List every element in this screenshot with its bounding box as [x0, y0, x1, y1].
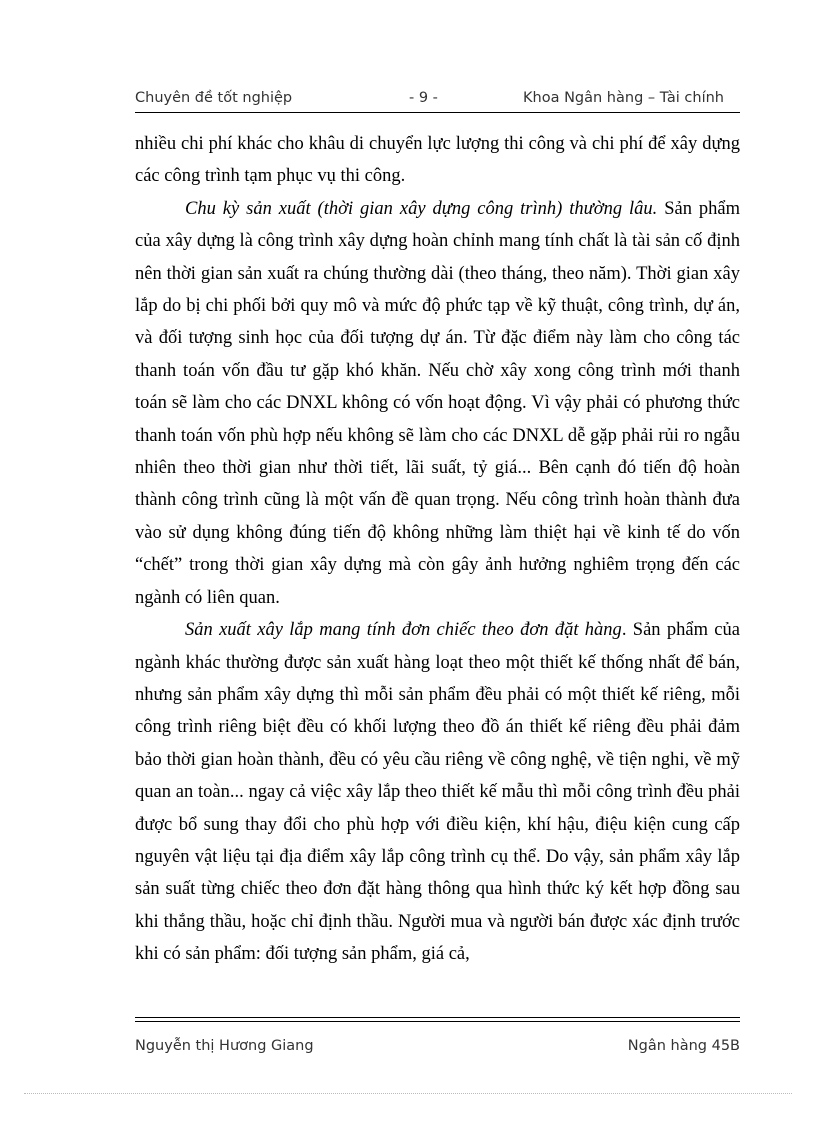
paragraph-production-cycle — [135, 193, 740, 614]
header-faculty: Khoa Ngân hàng – Tài chính — [523, 90, 724, 106]
header-thesis-title: Chuyên đề tốt nghiệp — [135, 90, 293, 106]
paragraph-single-order — [135, 614, 740, 970]
page-edge-divider — [24, 1093, 792, 1094]
footer-divider — [135, 1017, 740, 1018]
paragraph-heading: Sản xuất xây lắp mang tính đơn chiếc theo đơn đặt hàng — [185, 620, 622, 641]
paragraph-text: Sản phẩm của xây dựng là công trình xây dựng hoàn chỉnh mang tính chất là tài sản cố định nên thời gian sản xuất ra chúng thường dài (theo tháng, theo năm). Thời gian xây lắp do bị chi phối bởi quy mô và mức độ phức tạp về kỹ thuật, công trình, dự án, và đối tượng sinh học của đối tượng dự án. Từ đặc điểm này làm cho công tác thanh toán vốn đầu tư gặp khó khăn. Nếu chờ xây xong công trình mới thanh toán sẽ làm cho các DNXL không có vốn hoạt động. Vì vậy phải có phương thức thanh toán vốn phù hợp nếu không sẽ làm cho các DNXL dễ gặp phải rủi ro ngẫu nhiên theo thời gian như thời tiết, lãi suất, tỷ giá... Bên cạnh đó tiến độ hoàn thành công trình cũng là một vấn đề quan trọng. Nếu công trình hoàn thành đưa vào sử dụng không đúng tiến độ không những làm thiệt hại về kinh tế do vốn “chết” trong thời gian xây dựng mà còn gây ảnh hưởng nghiêm trọng đến các ngành có liên quan. — [135, 198, 741, 608]
paragraph-text: . Sản phẩm của ngành khác thường được sản xuất hàng loạt theo một thiết kế thống nhất để bán, nhưng sản phẩm xây dựng thì mỗi sản phẩm đều phải có một thiết kế riêng, mỗi công trình riêng biệt đều có khối lượng theo đồ án thiết kế riêng đều phải đảm bảo thời gian hoàn thành, đều có yêu cầu riêng về công nghệ, về tiện nghi, về mỹ quan an toàn... ngay cả việc xây lắp theo thiết kế mẫu thì mỗi công trình đều phải được bổ sung thay đổi cho phù hợp với điều kiện, khí hậu, điệu kiện cung cấp nguyên vật liệu tại địa điểm xây lắp công trình cụ thể. Do vậy, sản phẩm xây lắp sản suất từng chiếc theo đơn đặt hàng thông qua hình thức ký kết hợp đồng sau khi thắng thầu, hoặc chỉ định thầu. Người mua và người bán được xác định trước khi có sản phẩm: đối tượng sản phẩm, giá cả, — [135, 620, 740, 965]
paragraph-continuation — [135, 128, 740, 193]
footer-divider-thin — [135, 1021, 740, 1022]
paragraph-text: nhiều chi phí khác cho khâu di chuyển lực lượng thi công và chi phí để xây dựng các công trình tạm phục vụ thi công. — [135, 134, 740, 187]
page-header — [135, 86, 740, 113]
page-footer — [135, 1038, 740, 1060]
paragraph-heading: Chu kỳ sản xuất (thời gian xây dựng công trình) thường lâu. — [185, 198, 658, 219]
page-number: - 9 - — [409, 90, 438, 106]
document-body — [135, 128, 740, 971]
footer-class: Ngân hàng 45B — [627, 1038, 740, 1054]
footer-author: Nguyễn thị Hương Giang — [135, 1038, 314, 1054]
